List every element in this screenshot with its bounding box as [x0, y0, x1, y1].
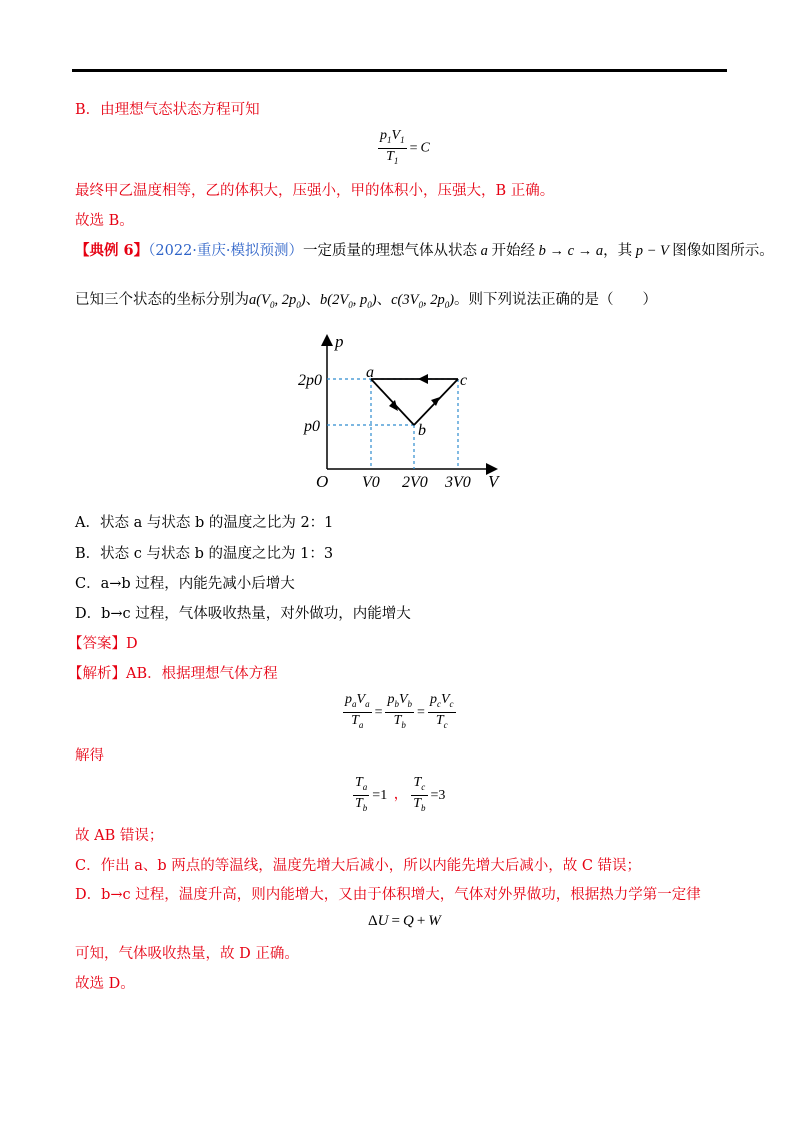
- example-text: 一定质量的理想气体从状态: [303, 243, 478, 259]
- axis-v-label: V: [488, 472, 499, 491]
- analysis-line: 【解析】AB．根据理想气体方程: [68, 666, 278, 682]
- example-source: （2022·重庆·模拟预测）: [148, 243, 304, 259]
- header-rule: [72, 69, 727, 72]
- guide-lines: [327, 379, 458, 469]
- pv-graph: [290, 327, 510, 507]
- point-b-label: b: [418, 422, 426, 439]
- example-tag: 【典例 6】: [75, 242, 149, 259]
- process-a-b: [371, 379, 414, 425]
- tick-v0: V0: [362, 474, 380, 491]
- text-line: 可知，气体吸收热量，故 D 正确。: [75, 946, 299, 962]
- option-c: C．a→b 过程，内能先减小后增大: [75, 576, 295, 592]
- equation-ratios: $\frac{T_a}{T_b}$ =1 ， $\frac{T_c}{T_b}$ =3: [355, 775, 446, 813]
- option-b: B．状态 c 与状态 b 的温度之比为 1：3: [75, 546, 334, 562]
- option-a: A．状态 a 与状态 b 的温度之比为 2：1: [75, 515, 334, 531]
- text-line: B．由理想气态状态方程可知: [75, 102, 260, 118]
- text-line: C．作出 a、b 两点的等温线，温度先增大后减小，所以内能先增大后减小，故 C 错误；: [75, 858, 642, 874]
- equation-ideal-gas: $\frac{p_aV_a}{T_a}$ = $\frac{p_bV_b}{T_b}$ = $\frac{p_cV_c}{T_c}$: [345, 692, 454, 730]
- text-line: 故 AB 错误；: [75, 828, 164, 844]
- question-line: 已知三个状态的坐标分别为$a(V_0$, $2p_0$)、$b(2V_0$, $p_0$)、$c(3V_0$, $2p_0$)。则下列说法正确的是（ ）: [75, 292, 658, 310]
- text-line: 解得: [75, 748, 104, 764]
- tick-3v0: 3V0: [445, 474, 471, 491]
- text-line: 故选 D。: [75, 976, 135, 992]
- point-c-label: c: [460, 372, 468, 389]
- point-a-label: a: [366, 364, 374, 381]
- text-line: 故选 B。: [75, 213, 134, 229]
- arrow-ca: [418, 374, 428, 384]
- tick-p0: p0: [304, 418, 320, 435]
- example-header: 【典例 6】（2022·重庆·模拟预测）一定质量的理想气体从状态 a 开始经 b → c → a，其 p − V 图像如图所示。: [75, 242, 774, 259]
- origin-label: O: [316, 472, 329, 491]
- tick-2v0: 2V0: [402, 474, 428, 491]
- axis-p-label: p: [335, 332, 344, 351]
- equation-state: $\frac{p_1V_1}{T_1}$ = C: [380, 128, 430, 166]
- tick-2p0: 2p0: [298, 372, 322, 389]
- text-line: D．b→c 过程，温度升高，则内能增大，又由于体积增大，气体对外界做功，根据热力学第一定律: [75, 887, 701, 903]
- equation-first-law: ΔU = Q + W: [368, 913, 441, 929]
- answer-line: 【答案】D: [68, 636, 138, 652]
- text-line: 最终甲乙温度相等，乙的体积大，压强小，甲的体积小，压强大，B 正确。: [75, 183, 555, 199]
- option-d: D．b→c 过程，气体吸收热量，对外做功，内能增大: [75, 606, 411, 622]
